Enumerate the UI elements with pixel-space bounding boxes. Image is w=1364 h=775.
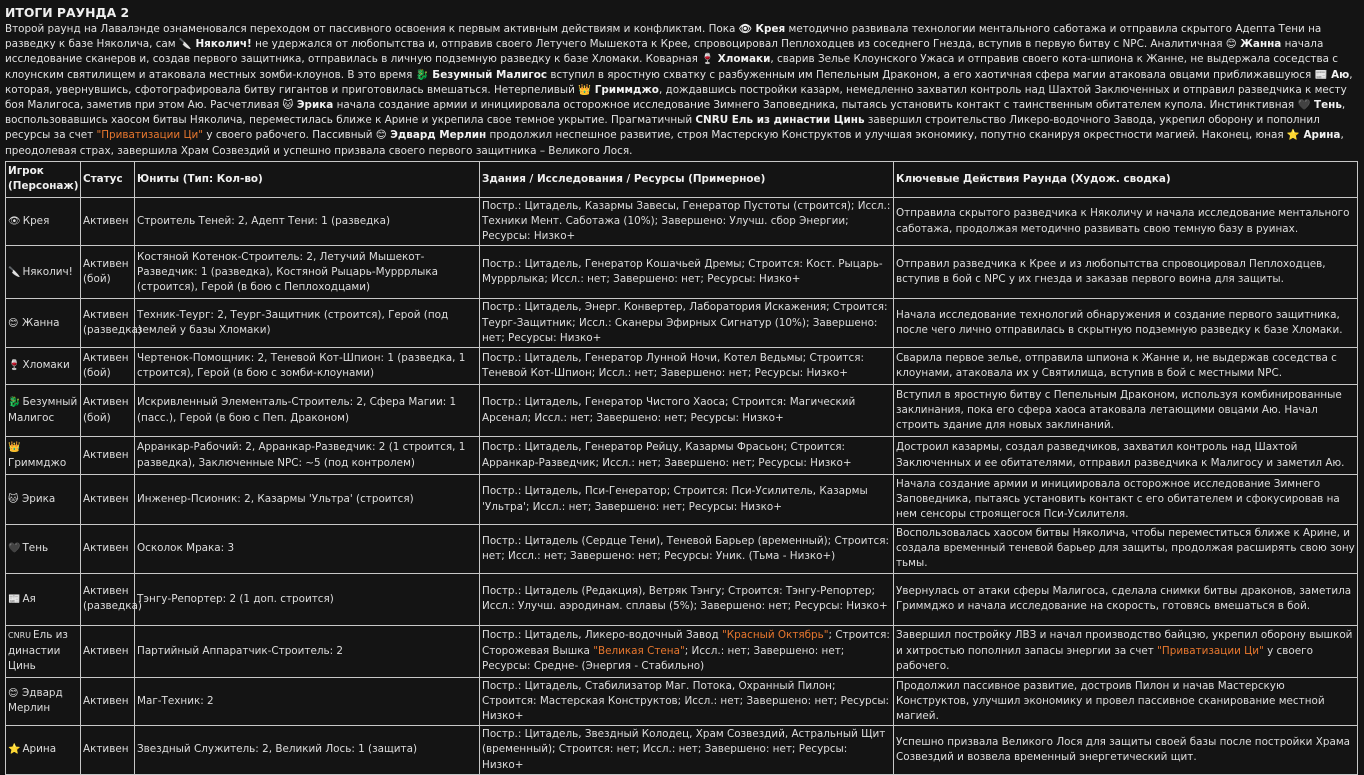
summary-text: вступил в яростную схватку с разбуженным им Пепельным Драконом, а его хаотичная сфера магии атаковала овцами приближавшуюся bbox=[547, 68, 1315, 81]
summary-text: завершил строительство Ликеро-водочного Завода, укрепил оборону и пополнил ресурсы за счет bbox=[5, 114, 1320, 142]
actions-cell: Воспользовалась хаосом битвы Няколича, чтобы переместиться ближе к Арине, и создала временный теневой барьер для защиты, продолжая расширять свою зону тьмы. bbox=[894, 525, 1358, 574]
header-status: Статус bbox=[81, 161, 135, 197]
summary-player-name: 👁 Крея bbox=[738, 23, 786, 35]
actions-cell: Вступил в яростную битву с Пепельным Драконом, используя комбинированные заклинания, пока его сфера хаоса атаковала летающими овцами Аю. Начал строить здание для новых заклинаний. bbox=[894, 385, 1358, 437]
units-cell: Костяной Котенок-Строитель: 2, Летучий Мышекот-Разведчик: 1 (разведка), Костяной Рыцарь-Мурррлыка (строится), Герой (в бою с Пеплоходцами) bbox=[135, 246, 480, 299]
player-cell bbox=[6, 348, 81, 385]
summary-text: методично развивала технологии ментального саботажа и отправила скрытого Адепта Тени на разведку к базе Няколича, сам bbox=[5, 23, 1322, 51]
units-cell: Строитель Теней: 2, Адепт Тени: 1 (разведка) bbox=[135, 197, 480, 246]
actions-cell bbox=[894, 625, 1358, 677]
header-player: Игрок (Персонаж) bbox=[6, 161, 81, 197]
actions-cell: Продолжил пассивное развитие, достроив Пилон и начав Мастерскую Конструктов, улучшил экономику и провел пассивное сканирование местной магией. bbox=[894, 677, 1358, 726]
buildings-cell: Постр.: Цитадель (Сердце Тени), Теневой Барьер (временный); Строится: нет; Иссл.: нет; Завершено: нет; Ресурсы: Уник. (Тьма - Низко+) bbox=[480, 525, 894, 574]
buildings-cell: Постр.: Цитадель, Генератор Кошачьей Дремы; Строится: Кост. Рыцарь-Мурррлыка; Иссл.: нет; Завершено: нет; Ресурсы: Низко+ bbox=[480, 246, 894, 299]
player-name: Крея bbox=[22, 215, 50, 228]
summary-text: продолжил неспешное развитие, строя Мастерскую Конструктов и улучшая экономику, попутно сканируя окрестности магией. Наконец, юная bbox=[486, 129, 1287, 142]
player-cell bbox=[6, 299, 81, 348]
player-icon: 😊 bbox=[8, 688, 19, 700]
actions-cell: Сварила первое зелье, отправила шпиона к Жанне и, не выдержав соседства с клоунами, атаковала их у Святилища, вступив в бой с местными NPC. bbox=[894, 348, 1358, 385]
actions-cell: Начала создание армии и инициировала осторожное исследование Зимнего Заповедника, пытаясь установить контакт с его обитателем и сфокусировав на нем сенсоры строящегося Пси-Усилителя. bbox=[894, 475, 1358, 525]
player-name: Жанна bbox=[22, 316, 60, 329]
table-row bbox=[6, 385, 1358, 437]
units-cell: Чертенок-Помощник: 2, Теневой Кот-Шпион: 1 (разведка, 1 строится), Герой (в бою с зомби-клоунами) bbox=[135, 348, 480, 385]
player-icon: CNRU bbox=[8, 631, 31, 641]
status-cell: Активен bbox=[81, 475, 135, 525]
table-row bbox=[6, 437, 1358, 475]
player-cell bbox=[6, 197, 81, 246]
table-row bbox=[6, 197, 1358, 246]
player-icon: 🔪 bbox=[8, 266, 21, 278]
units-cell: Звездный Служитель: 2, Великий Лось: 1 (защита) bbox=[135, 726, 480, 775]
buildings-cell: Постр.: Цитадель, Генератор Лунной Ночи, Котел Ведьмы; Строится: Теневой Кот-Шпион; Иссл.: нет; Завершено: нет; Ресурсы: Низко+ bbox=[480, 348, 894, 385]
player-cell bbox=[6, 677, 81, 726]
player-cell bbox=[6, 475, 81, 525]
units-cell: Партийный Аппаратчик-Строитель: 2 bbox=[135, 625, 480, 677]
units-cell: Арранкар-Рабочий: 2, Арранкар-Разведчик: 2 (1 строится, 1 разведка), Заключенные NPC: ~5 (под контролем) bbox=[135, 437, 480, 475]
player-name: Безумный Малигос bbox=[8, 396, 78, 424]
table-row bbox=[6, 677, 1358, 726]
player-name: Эрика bbox=[22, 492, 56, 505]
buildings-text: ; Иссл.: нет; Завершено: нет; Ресурсы: Средне- (Энергия - Стабильно) bbox=[482, 644, 845, 672]
player-icon: 👁 bbox=[8, 216, 21, 228]
summary-text: начала исследование сканеров и, создав первого защитника, отправилась в личную подземную разведку к базе Хломаки. Коварная bbox=[5, 38, 1324, 66]
summary-text: не удержался от любопытства и, отправив своего Летучего Мышекота к Крее, спровоцировал Пеплоходцев из соседнего Гнезда, вступив в первую битву с NPC. Аналитичная bbox=[251, 38, 1226, 51]
buildings-cell bbox=[480, 625, 894, 677]
summary-text: Второй раунд на Лавалэнде ознаменовался переходом от пассивного освоения к первым активным действиям и конфликтам. Пока bbox=[5, 23, 739, 35]
units-cell: Искривленный Элементаль-Строитель: 2, Сфера Магии: 1 (пасс.), Герой (в бою с Пеп. Драконом) bbox=[135, 385, 480, 437]
player-icon: 🖤 bbox=[8, 543, 21, 555]
buildings-cell: Постр.: Цитадель, Казармы Завесы, Генератор Пустоты (строится); Иссл.: Техники Мент. Саботажа (10%); Завершено: Улучш. сбор Энергии; Ресурсы: Низко+ bbox=[480, 197, 894, 246]
summary-player-name: 😊 Жанна bbox=[1225, 38, 1282, 51]
table-row bbox=[6, 348, 1358, 385]
status-cell: Активен bbox=[81, 197, 135, 246]
status-cell: Активен (бой) bbox=[81, 246, 135, 299]
actions-highlight: "Приватизации Ци" bbox=[1157, 644, 1264, 657]
units-cell: Техник-Теург: 2, Теург-Защитник (строится), Герой (под землей у базы Хломаки) bbox=[135, 299, 480, 348]
summary-player-name: ⭐ Арина bbox=[1286, 129, 1341, 142]
summary-player-name: 🖤 Тень bbox=[1297, 99, 1342, 112]
buildings-cell: Постр.: Цитадель, Звездный Колодец, Храм Созвездий, Астральный Щит (временный); Строится: нет; Иссл.: нет; Завершено: нет; Ресурсы: Низко+ bbox=[480, 726, 894, 775]
round-title: ИТОГИ РАУНДА 2 bbox=[5, 5, 130, 20]
summary-player-name: 🍷 Хломаки bbox=[701, 53, 771, 66]
actions-cell: Успешно призвала Великого Лося для защиты своей базы после постройки Храма Созвездий и возвела временный энергетический щит. bbox=[894, 726, 1358, 775]
player-cell bbox=[6, 385, 81, 437]
status-cell: Активен bbox=[81, 525, 135, 574]
status-cell: Активен (разведка) bbox=[81, 573, 135, 625]
table-row bbox=[6, 525, 1358, 574]
table-row bbox=[6, 246, 1358, 299]
actions-text: у своего рабочего. bbox=[896, 644, 1313, 672]
player-icon: 📰 bbox=[8, 593, 21, 605]
buildings-cell: Постр.: Цитадель, Генератор Рейцу, Казармы Фрасьон; Строится: Арранкар-Разведчик; Иссл.: нет; Завершено: нет; Ресурсы: Низко+ bbox=[480, 437, 894, 475]
player-icon: 🐉 bbox=[8, 397, 21, 409]
actions-cell: Увернулась от атаки сферы Малигоса, сделала снимки битвы драконов, заметила Гриммджо и начала исследование на скорость, готовясь вмешаться в бой. bbox=[894, 573, 1358, 625]
summary-player-name: 🐉 Безумный Малигос bbox=[415, 68, 548, 81]
players-table bbox=[5, 161, 1358, 775]
player-name: Эдвард Мерлин bbox=[8, 687, 63, 715]
player-name: Ель из династии Цинь bbox=[8, 629, 68, 672]
buildings-cell: Постр.: Цитадель (Редакция), Ветряк Тэнгу; Строится: Тэнгу-Репортер; Иссл.: Улучш. аэродинам. сплавы (5%); Завершено: нет; Ресурсы: Низко+ bbox=[480, 573, 894, 625]
table-row bbox=[6, 726, 1358, 775]
summary-text: , сварив Зелье Клоунского Ужаса и отправив своего кота-шпиона к Жанне, не выдержала соседства с клоунским святилищем и атаковала местных зомби-клоунов. В это время bbox=[5, 53, 1338, 81]
summary-player-name: 🐱 Эрика bbox=[282, 99, 334, 112]
table-row bbox=[6, 625, 1358, 677]
buildings-text: ; Строится: Сторожевая Вышка bbox=[482, 629, 890, 657]
units-cell: Инженер-Псионик: 2, Казармы 'Ультра' (строится) bbox=[135, 475, 480, 525]
summary-text: , дождавшись постройки казарм, немедленно захватил контроль над Шахтой Заключенных и отправил разведчика к месту боя Малигоса, заметив при этом Аю. Расчетливая bbox=[5, 83, 1347, 112]
units-cell: Осколок Мрака: 3 bbox=[135, 525, 480, 574]
status-cell: Активен bbox=[81, 677, 135, 726]
player-name: Ая bbox=[22, 592, 36, 605]
buildings-highlight: "Красный Октябрь" bbox=[721, 629, 829, 642]
status-cell: Активен (разведка) bbox=[81, 299, 135, 348]
status-cell: Активен bbox=[81, 437, 135, 475]
status-cell: Активен bbox=[81, 726, 135, 775]
player-name: Тень bbox=[22, 542, 49, 555]
header-buildings: Здания / Исследования / Ресурсы (Примерное) bbox=[480, 161, 894, 197]
player-name: Арина bbox=[22, 743, 57, 756]
player-cell bbox=[6, 726, 81, 775]
header-actions: Ключевые Действия Раунда (Худож. сводка) bbox=[894, 161, 1358, 197]
buildings-cell: Постр.: Цитадель, Пси-Генератор; Строится: Пси-Усилитель, Казармы 'Ультра'; Иссл.: нет; Завершено: нет; Ресурсы: Низко+ bbox=[480, 475, 894, 525]
player-cell bbox=[6, 525, 81, 574]
table-row bbox=[6, 573, 1358, 625]
table-header-row bbox=[6, 161, 1358, 197]
buildings-cell: Постр.: Цитадель, Энерг. Конвертер, Лаборатория Искажения; Строится: Теург-Защитник; Иссл.: Сканеры Эфирных Сигнатур (10%); Завершено: нет; Ресурсы: Низко+ bbox=[480, 299, 894, 348]
summary-player-name: CNRU Ель из династии Цинь bbox=[695, 114, 865, 127]
status-cell: Активен (бой) bbox=[81, 385, 135, 437]
player-name: Няколич! bbox=[22, 265, 73, 278]
table-row bbox=[6, 475, 1358, 525]
summary-player-name: 👑 Гриммджо bbox=[578, 83, 659, 96]
summary-highlight: "Приватизации Ци" bbox=[96, 129, 204, 142]
buildings-cell: Постр.: Цитадель, Стабилизатор Маг. Потока, Охранный Пилон; Строится: Мастерская Конструктов; Иссл.: нет; Завершено: нет; Ресурсы: Низко+ bbox=[480, 677, 894, 726]
summary-player-name: 😊 Эдвард Мерлин bbox=[375, 129, 487, 142]
summary-text: , воспользовавшись хаосом битвы Няколича, переместилась ближе к Арине и укрепила свое темное укрытие. Прагматичный bbox=[5, 99, 1346, 127]
buildings-cell: Постр.: Цитадель, Генератор Чистого Хаоса; Строится: Магический Арсенал; Иссл.: нет; Завершено: нет; Ресурсы: Низко+ bbox=[480, 385, 894, 437]
summary-text: , которая, увернувшись, сфотографировала битву гигантов и приготовилась вмешаться. Нетерпеливый bbox=[5, 68, 1353, 96]
status-cell: Активен bbox=[81, 625, 135, 677]
player-cell bbox=[6, 573, 81, 625]
actions-cell: Отправила скрытого разведчика к Няколичу и начала исследование ментального саботажа, продолжая методично развивать свою темную базу в руинах. bbox=[894, 197, 1358, 246]
actions-cell: Достроил казармы, создал разведчиков, захватил контроль над Шахтой Заключенных и ее обитателями, отправил разведчика к Малигосу и заметил Аю. bbox=[894, 437, 1358, 475]
player-icon: 🐱 bbox=[8, 493, 19, 505]
buildings-text: Постр.: Цитадель, Ликеро-водочный Завод bbox=[482, 629, 722, 642]
actions-cell: Начала исследование технологий обнаружения и создание первого защитника, после чего лично отправилась в скрытную подземную разведку к базе Хломаки. bbox=[894, 299, 1358, 348]
player-icon: 🍷 bbox=[8, 360, 21, 372]
player-icon: ⭐ bbox=[8, 744, 21, 756]
summary-text: , преодолевая страх, завершила Храм Созвездий и успешно призвала своего первого защитника – Великого Лося. bbox=[5, 129, 1344, 157]
player-cell bbox=[6, 246, 81, 299]
summary-player-name: 🔪 Няколич! bbox=[178, 38, 252, 51]
units-cell: Тэнгу-Репортер: 2 (1 доп. строится) bbox=[135, 573, 480, 625]
summary-text: у своего рабочего. Пассивный bbox=[203, 129, 376, 142]
summary-text: начала создание армии и инициировала осторожное исследование Зимнего Заповедника, пытаясь установить контакт с таинственным обитателем купола. Инстинктивная bbox=[333, 99, 1298, 112]
header-units: Юниты (Тип: Кол-во) bbox=[135, 161, 480, 197]
round-summary-text bbox=[5, 22, 1358, 159]
units-cell: Маг-Техник: 2 bbox=[135, 677, 480, 726]
actions-cell: Отправил разведчика к Крее и из любопытства спровоцировал Пеплоходцев, вступив в бой с NPC у их гнезда и заказав первого воина для защиты. bbox=[894, 246, 1358, 299]
player-name: Хломаки bbox=[22, 359, 70, 372]
table-row bbox=[6, 299, 1358, 348]
buildings-highlight: "Великая Стена" bbox=[593, 644, 685, 657]
player-cell bbox=[6, 625, 81, 677]
summary-player-name: 📰 Аю bbox=[1314, 68, 1350, 81]
status-cell: Активен (бой) bbox=[81, 348, 135, 385]
player-icon: 👑 bbox=[8, 442, 21, 454]
actions-text: Завершил постройку ЛВЗ и начал производство байцзю, укрепил оборону вышкой и хитростью пополнил запасы энергии за счет bbox=[896, 629, 1353, 657]
player-cell bbox=[6, 437, 81, 475]
player-icon: 😊 bbox=[8, 317, 19, 329]
player-name: Гриммджо bbox=[8, 456, 67, 469]
